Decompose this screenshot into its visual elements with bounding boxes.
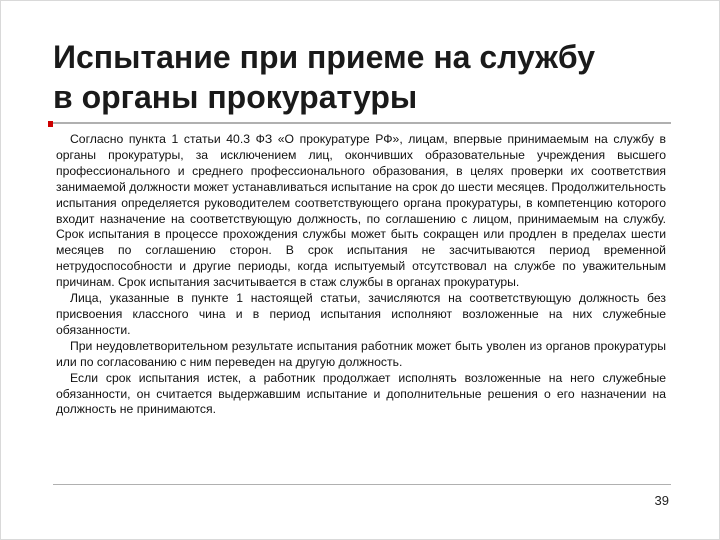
title-divider [53, 122, 671, 124]
body-paragraph-4: Если срок испытания истек, а работник продолжает исполнять возложенные на него служебные обязанности, он считается выдержавшим испытание и дополнительные решения о его назначении на должность не принимаются. [56, 370, 666, 417]
slide-title [53, 37, 673, 117]
body-paragraph-1: Согласно пункта 1 статьи 40.3 ФЗ «О прокуратуре РФ», лицам, впервые принимаемым на службу в органы прокуратуры, за исключением лиц, окончивших образовательные учреждения высшего профессионального и среднего профессионального образования, в целях проверки их соответствия занимаемой должности может устанавливаться испытание на срок до шести месяцев. Продолжительность испытания определяется руководителем соответствующего органа прокуратуры, в компетенцию которого входит назначение на соответствующую должность, по соглашению с лицом, принимаемым на службу. Срок испытания в процессе прохождения службы может быть сокращен или продлен в пределах шести месяцев по соглашению сторон. В срок испытания не засчитываются период временной нетрудоспособности и другие периоды, когда испытуемый отсутствовал на службе по уважительным причинам. Срок испытания засчитывается в стаж службы в органах прокуратуры. [56, 132, 666, 290]
slide-title-line-2: в органы прокуратуры [53, 79, 418, 115]
body-paragraph-3: При неудовлетворительном результате испытания работник может быть уволен из органов прокуратуры или по согласованию с ним переведен на другую должность. [56, 338, 666, 369]
page-number: 39 [654, 493, 669, 508]
footer-divider [53, 484, 671, 485]
slide-title-line-1: Испытание при приеме на службу [53, 39, 596, 75]
slide-body-text [56, 132, 666, 418]
body-paragraph-2: Лица, указанные в пункте 1 настоящей статьи, зачисляются на соответствующую должность без присвоения классного чина и в период испытания исполняют возложенные на них служебные обязанности. [56, 291, 666, 337]
